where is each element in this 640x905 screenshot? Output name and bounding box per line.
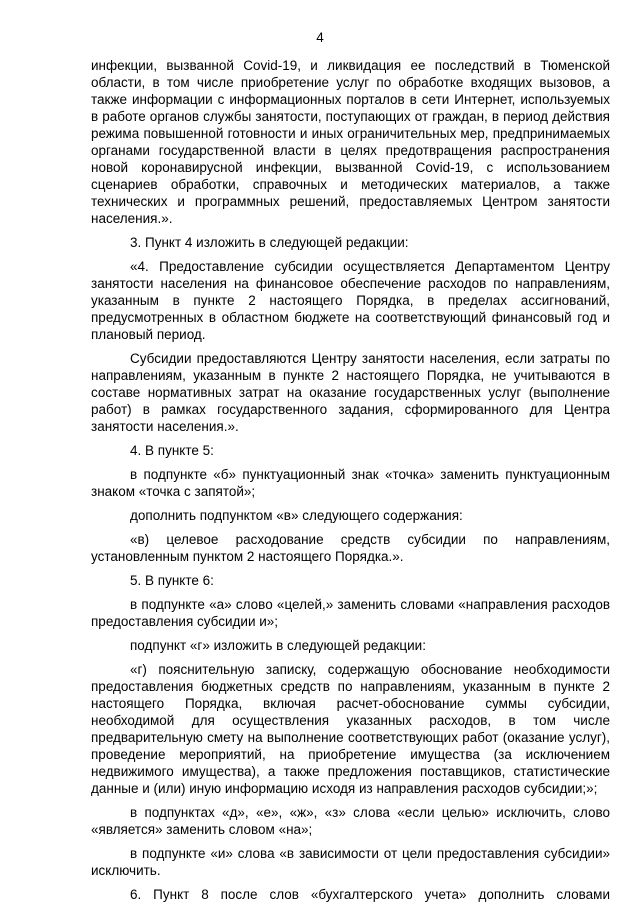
paragraph: подпункт «г» изложить в следующей редакции: (130, 638, 426, 653)
paragraph: «4. Предоставление субсидии осуществляется Департаментом Центру занятости населения на финансовое обеспечение расходов по направлениям, указанным в пункте 2 настоящего Порядка, в пределах ассигнований, предусмотренных в областном бюджете на соответствующий финансовый год и плановый период. (91, 259, 610, 342)
paragraph: 6. Пункт 8 после слов «бухгалтерского учета» дополнить словами (130, 887, 610, 902)
paragraph: в подпункте «и» слова «в зависимости от цели предоставления субсидии» исключить. (91, 846, 610, 878)
paragraph: в подпункте «б» пунктуационный знак «точка» заменить пунктуационным знаком «точка с запятой»; (91, 467, 610, 499)
paragraph: 4. В пункте 5: (130, 443, 214, 458)
paragraph: в подпунктах «д», «е», «ж», «з» слова «если целью» исключить, слово «является» заменить словом «на»; (91, 805, 610, 837)
document-body (91, 57, 610, 903)
paragraph: 5. В пункте 6: (130, 573, 214, 588)
paragraph: в подпункте «а» слово «целей,» заменить словами «направления расходов предоставления субсидии и»; (91, 597, 610, 629)
paragraph: «в) целевое расходование средств субсидии по направлениям, установленным пунктом 2 настоящего Порядка.». (91, 532, 610, 564)
paragraph: дополнить подпунктом «в» следующего содержания: (130, 508, 463, 523)
paragraph: 3. Пункт 4 изложить в следующей редакции: (130, 235, 409, 250)
paragraph: Субсидии предоставляются Центру занятости населения, если затраты по направлениям, указанным в пункте 2 настоящего Порядка, не учитываются в составе нормативных затрат на оказание государственных услуг (выполнение работ) в рамках государственного задания, сформированного для Центра занятости населения.». (91, 351, 610, 434)
paragraph: инфекции, вызванной Covid-19, и ликвидация ее последствий в Тюменской области, в том числе приобретение услуг по обработке входящих вызовов, а также информации с информационных порталов в сети Интернет, используемых в работе органов службы занятости, поступающих от граждан, в период действия режима повышенной готовности и иных ограничительных мер, предпринимаемых органами государственной власти в целях предотвращения распространения новой коронавирусной инфекции, вызванной Covid-19, с использованием сценариев обработки, справочных и методических материалов, а также технических и программных решений, предоставляемых Центром занятости населения.». (91, 58, 610, 226)
paragraph: «г) пояснительную записку, содержащую обоснование необходимости предоставления бюджетных средств по направлениям, указанным в пункте 2 настоящего Порядка, включая расчет-обоснование суммы субсидии, необходимой для осуществления указанных расходов, в том числе предварительную смету на выполнение соответствующих работ (оказание услуг), проведение мероприятий, на приобретение имущества (за исключением недвижимого имущества), а также предложения поставщиков, статистические данные и (или) иную информацию исходя из направления расходов субсидии;»; (91, 662, 610, 796)
page-number: 4 (316, 30, 324, 45)
